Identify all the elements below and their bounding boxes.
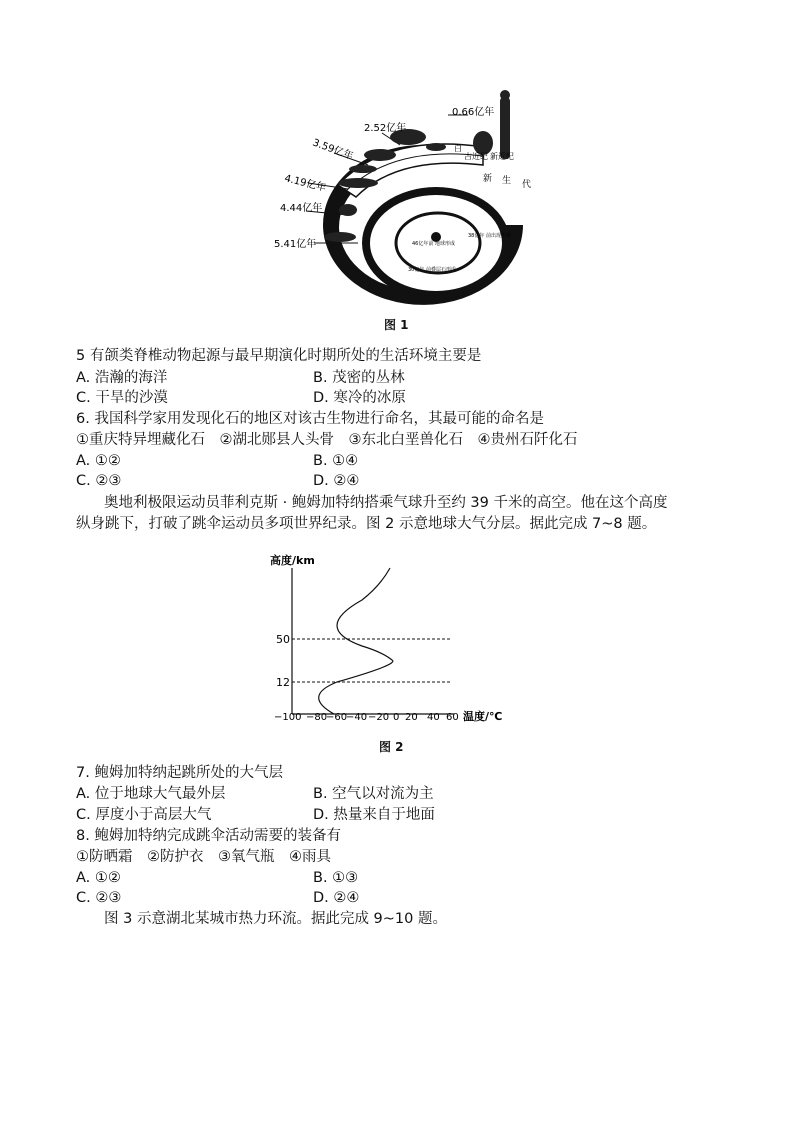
q8-option-c[interactable]: C. ②③	[76, 890, 122, 906]
y-axis-label: 高度/km	[270, 554, 315, 567]
q7-option-b[interactable]: B. 空气以对流为主	[313, 786, 434, 802]
x-tick: −60	[326, 712, 348, 723]
inner-label-stromatolite: 30亿年 前叠层石形成	[408, 267, 456, 273]
age-label-444: 4.44亿年	[280, 203, 323, 214]
q7-stem: 7. 鲍姆加特纳起跳所处的大气层	[76, 765, 283, 781]
q5-option-c[interactable]: C. 干旱的沙漠	[76, 390, 168, 406]
age-label-066: 0.66亿年	[452, 107, 495, 118]
q8-option-b[interactable]: B. ①③	[313, 870, 359, 886]
q7-option-c[interactable]: C. 厚度小于高层大气	[76, 807, 212, 823]
age-label-419: 4.19亿年	[283, 173, 327, 195]
period-label-3: 白	[454, 144, 462, 153]
q6-items: ①重庆特异埋藏化石 ②湖北郧县人头骨 ③东北白垩兽化石 ④贵州石阡化石	[76, 432, 578, 448]
q6-stem: 6. 我国科学家用发现化石的地区对该古生物进行命名，其最可能的命名是	[76, 411, 544, 427]
x-axis-label: 温度/℃	[463, 710, 503, 723]
q7-option-a[interactable]: A. 位于地球大气最外层	[76, 786, 226, 802]
mark-12: 12	[276, 676, 290, 689]
mark-50: 50	[276, 633, 290, 646]
figure-1-evolution-spiral	[268, 85, 538, 305]
q6-option-d[interactable]: D. ②④	[313, 473, 360, 489]
era-label-1: 新	[483, 174, 493, 184]
passage-2-line-1: 图 3 示意湖北某城市热力环流。据此完成 9~10 题。	[104, 911, 447, 927]
q6-option-b[interactable]: B. ①④	[313, 453, 359, 469]
period-label-1: 古近纪	[464, 152, 488, 161]
era-label-2: 生	[502, 176, 512, 186]
q8-option-d[interactable]: D. ②④	[313, 890, 360, 906]
x-tick: −80	[306, 712, 328, 723]
figure-2-atmosphere-profile	[262, 548, 522, 728]
figure-1-caption: 图 1	[384, 318, 409, 332]
x-tick: −100	[274, 712, 302, 723]
x-tick: 20	[405, 712, 418, 723]
x-tick: −20	[368, 712, 390, 723]
age-label-359: 3.59亿年	[310, 137, 355, 163]
q5-stem: 5 有颌类脊椎动物起源与最早期演化时期所处的生活环境主要是	[76, 348, 482, 364]
inner-label-earth: 46亿年前 地球形成	[412, 241, 455, 247]
period-label-2: 新近纪	[490, 152, 514, 161]
q8-items: ①防晒霜 ②防护衣 ③氧气瓶 ④雨具	[76, 849, 331, 865]
q6-option-c[interactable]: C. ②③	[76, 473, 122, 489]
x-tick: −40	[346, 712, 368, 723]
inner-label-life: 38亿年 前出现生命	[468, 233, 511, 239]
q5-option-d[interactable]: D. 寒冷的冰原	[313, 390, 406, 406]
q8-stem: 8. 鲍姆加特纳完成跳伞活动需要的装备有	[76, 828, 341, 844]
passage-1-line-1: 奥地利极限运动员菲利克斯 · 鲍姆加特纳搭乘气球升至约 39 千米的高空。他在这个高度	[104, 495, 668, 511]
temperature-curve	[319, 568, 393, 714]
figure-2-caption: 图 2	[379, 740, 404, 754]
q5-option-b[interactable]: B. 茂密的丛林	[313, 370, 405, 386]
x-tick: 0	[393, 712, 400, 723]
age-label-252: 2.52亿年	[364, 123, 407, 134]
era-label-3: 代	[522, 180, 532, 190]
q7-option-d[interactable]: D. 热量来自于地面	[313, 807, 435, 823]
x-tick: 60	[446, 712, 459, 723]
x-tick: 40	[427, 712, 440, 723]
q6-option-a[interactable]: A. ①②	[76, 453, 121, 469]
q8-option-a[interactable]: A. ①②	[76, 870, 121, 886]
q5-option-a[interactable]: A. 浩瀚的海洋	[76, 370, 168, 386]
passage-1-line-2: 纵身跳下，打破了跳伞运动员多项世界纪录。图 2 示意地球大气分层。据此完成 7~8 题。	[76, 516, 657, 532]
age-label-541: 5.41亿年	[274, 239, 317, 250]
